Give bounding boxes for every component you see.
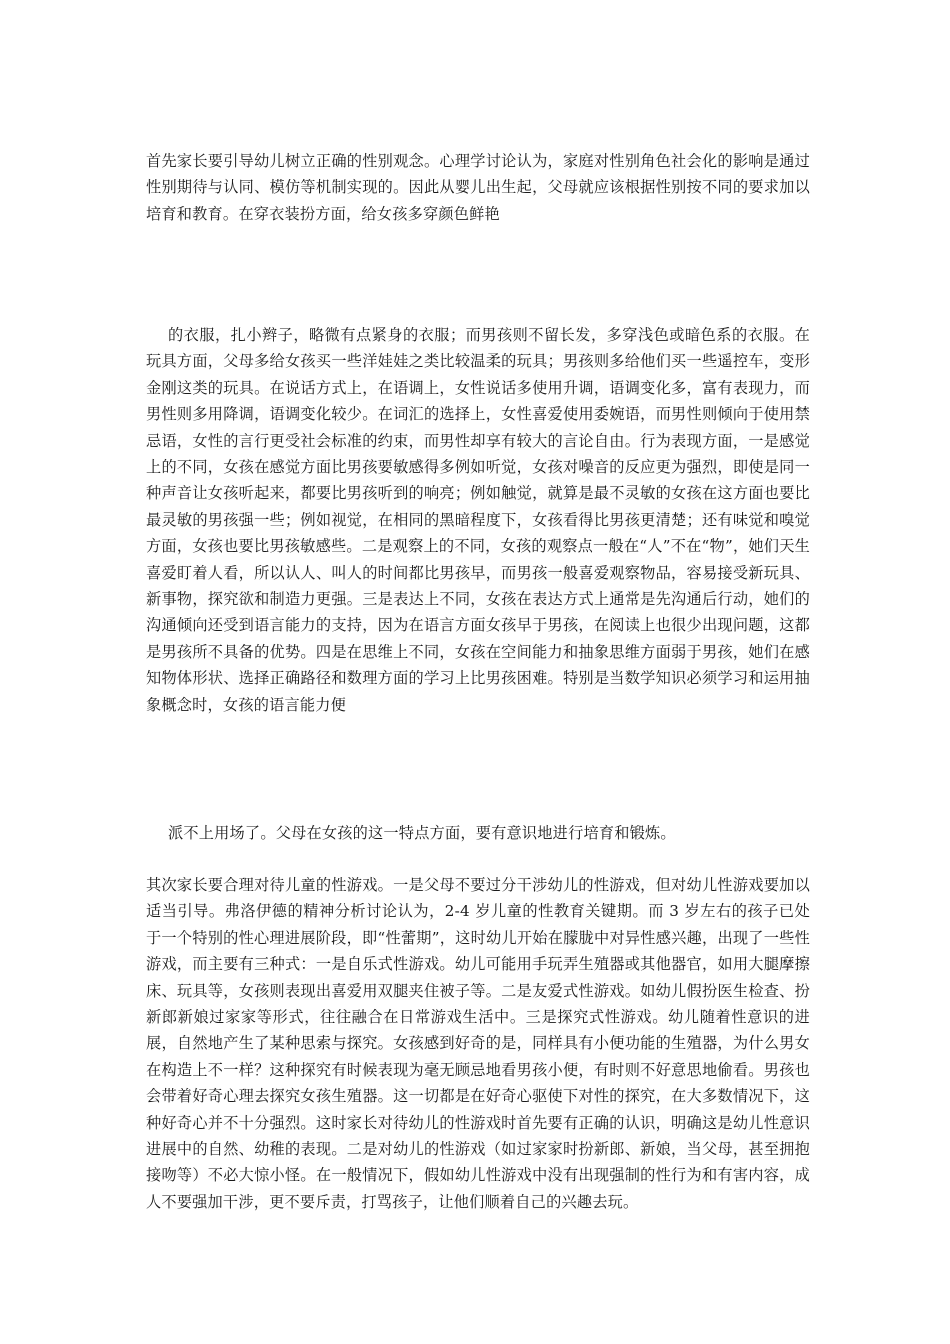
paragraph-sex-play: 其次家长要合理对待儿童的性游戏。一是父母不要过分干涉幼儿的性游戏，但对幼儿性游戏要加以适当引导。弗洛伊德的精神分析讨论认为，2-4 岁儿童的性教育关键期。而 3 岁左右的孩子已处于一个特别的性心理进展阶段，即“性蕾期”，这时幼儿开始在朦胧中对异性感兴趣，出现了一些性游戏，而主要有三种式：一是自乐式性游戏。幼儿可能用手玩弄生殖器或其他器官，如用大腿摩擦床、玩具等，女孩则表现出喜爱用双腿夹住被子等。二是友爱式性游戏。如幼儿假扮医生检查、扮新郎新娘过家家等形式，往往融合在日常游戏生活中。三是探究式性游戏。幼儿随着性意识的进展，自然地产生了某种思索与探究。女孩感到好奇的是，同样具有小便功能的生殖器，为什么男女在构造上不一样？这种探究有时候表现为毫无顾忌地看男孩小便，有时则不好意思地偷看。男孩也会带着好奇心理去探究女孩生殖器。这一切都是在好奇心驱使下对性的探究，在大多数情况下，这种好奇心并不十分强烈。这时家长对待幼儿的性游戏时首先要有正确的认识，明确这是幼儿性意识进展中的自然、幼稚的表现。二是对幼儿的性游戏（如过家家时扮新郎、新娘，当父母，甚至拥抱接吻等）不必大惊小怪。在一般情况下，假如幼儿性游戏中没有出现强制的性行为和有害内容，成人不要强加干涉，更不要斥责，打骂孩子，让他们顺着自己的兴趣去玩。: [146, 876, 810, 1211]
paragraph-gender-concept: 首先家长要引导幼儿树立正确的性别观念。心理学讨论认为，家庭对性别角色社会化的影响是通过性别期待与认同、模仿等机制实现的。因此从婴儿出生起，父母就应该根据性别按不同的要求加以培育和教育。在穿衣装扮方面，给女孩多穿颜色鲜艳: [146, 152, 810, 223]
paragraph-continuation: 派不上用场了。父母在女孩的这一特点方面，要有意识地进行培育和锻炼。: [168, 824, 676, 842]
paragraph-gender-differences: 的衣服，扎小辫子，略微有点紧身的衣服；而男孩则不留长发，多穿浅色或暗色系的衣服。在玩具方面，父母多给女孩买一些洋娃娃之类比较温柔的玩具；男孩则多给他们买一些遥控车，变形金刚这类的玩具。在说话方式上，在语调上，女性说话多使用升调，语调变化多，富有表现力，而男性则多用降调，语调变化较少。在词汇的选择上，女性喜爱使用委婉语，而男性则倾向于使用禁忌语，女性的言行更受社会标准的约束，而男性却享有较大的言论自由。行为表现方面，一是感觉上的不同，女孩在感觉方面比男孩要敏感得多例如听觉，女孩对噪音的反应更为强烈，即使是同一种声音让女孩听起来，都要比男孩听到的响亮；例如触觉，就算是最不灵敏的女孩在这方面也要比最灵敏的男孩强一些；例如视觉，在相同的黑暗程度下，女孩看得比男孩更清楚；还有味觉和嗅觉方面，女孩也要比男孩敏感些。二是观察上的不同，女孩的观察点一般在“人”不在“物”，她们天生喜爱盯着人看，所以认人、叫人的时间都比男孩早，而男孩一般喜爱观察物品，容易接受新玩具、新事物，探究欲和制造力更强。三是表达上不同，女孩在表达方式上通常是先沟通后行动，她们的沟通倾向还受到语言能力的支持，因为在语言方面女孩早于男孩，在阅读上也很少出现问题，这都是男孩所不具备的优势。四是在思维上不同，女孩在空间能力和抽象思维方面弱于男孩，她们在感知物体形状、选择正确路径和数理方面的学习上比男孩困难。特别是当数学知识必须学习和运用抽象概念时，女孩的语言能力便: [146, 326, 810, 714]
